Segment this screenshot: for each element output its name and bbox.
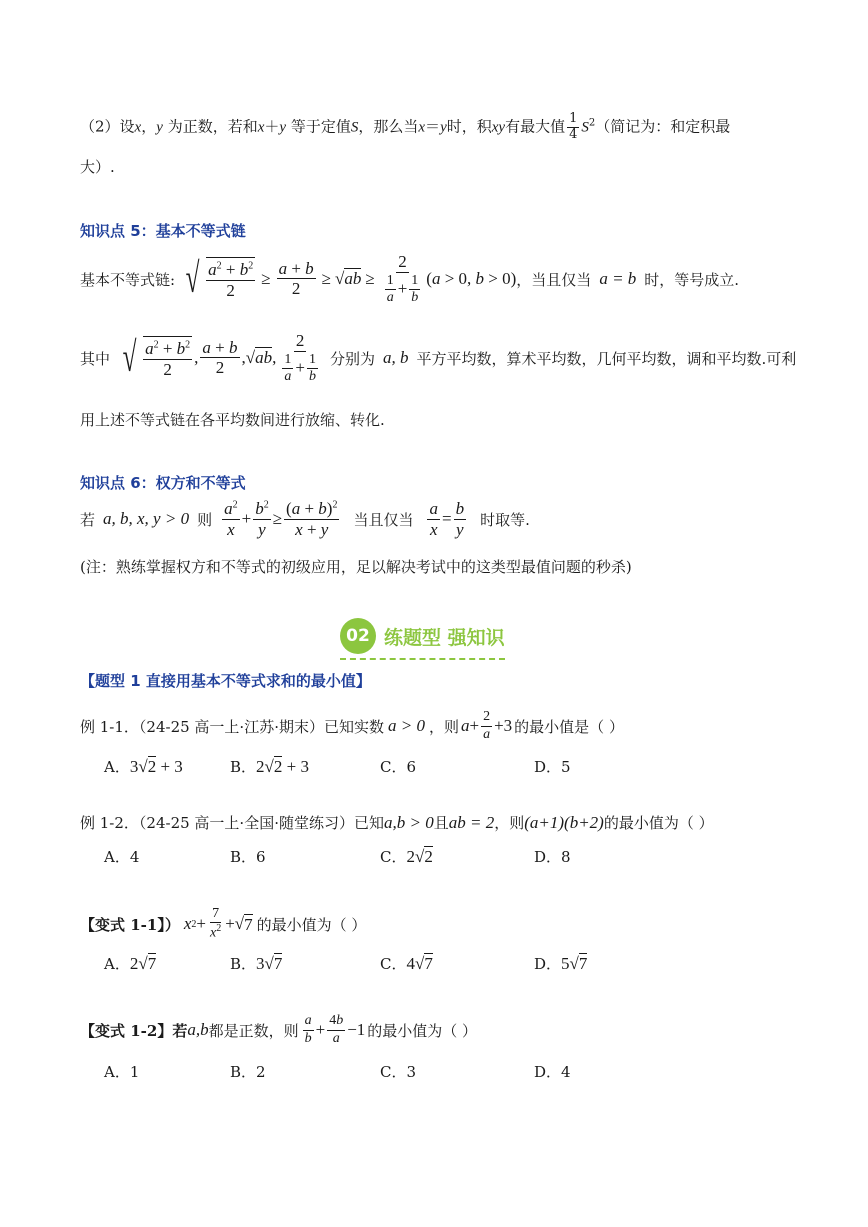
- var1-1-option-d[interactable]: D．5√7: [534, 954, 588, 973]
- kp6-heading: 知识点 6：权方和不等式: [80, 474, 246, 492]
- kp5-line-3: 用上述不等式链在各平均数间进行放缩、转化.: [80, 411, 385, 429]
- var1-2-option-c[interactable]: C．3: [380, 1063, 417, 1081]
- ex1-1-question: 例 1-1．（24-25 高一上·江苏·期末）已知实数 a > 0 ，则 a + $\frac{2}{a}$ +3 的最小值是（ ）: [80, 709, 624, 742]
- var1-1-option-b[interactable]: B．3√7: [230, 954, 283, 973]
- section-title: 练题型 强知识: [384, 626, 505, 649]
- section-banner: [340, 618, 505, 660]
- var1-2-question: 【变式 1-2】若 a,b 都是正数，则 $\frac{a}{b}$ + $\frac{4b}{a}$ −1 的最小值为（ ）: [80, 1013, 478, 1046]
- ex1-2-option-b[interactable]: B．6: [230, 848, 266, 866]
- var1-1-question: 【变式 1-1】） x 2 + $\frac{7}{x^2}$ +√ 7 的最小值为（ ）: [80, 906, 367, 941]
- ex1-2-option-c[interactable]: C．2√2: [380, 847, 433, 866]
- var1-2-option-d[interactable]: D．4: [534, 1063, 571, 1081]
- para-2-line-1: （2）设x，y 为正数，若和x＋y 等于定值S，那么当x＝y时，积xy有最大值 $\frac{1}{4}$ $S^2$（简记为：和定积最: [80, 111, 731, 142]
- ex1-2-option-a[interactable]: A．4: [104, 848, 140, 866]
- var1-2-option-b[interactable]: B．2: [230, 1063, 266, 1081]
- var1-1-option-a[interactable]: A．2√7: [104, 954, 157, 973]
- ex1-1-option-b[interactable]: B．2√2 + 3: [230, 757, 309, 776]
- ex1-1-option-a[interactable]: A．3√2 + 3: [104, 757, 183, 776]
- kp6-line: 若 a, b, x, y > 0 则 $\frac{a^2}{x}$ + $\frac{b^2}{y}$ ≥ $\frac{(a + b)^2}{x + y}$ 当且仅当 $\frac{a}{x}$ = $\frac{b}{y}$ 时取等.: [80, 498, 530, 539]
- para-2-line-2: 大）.: [80, 158, 115, 176]
- ex1-2-question: 例 1-2．（24-25 高一上·全国·随堂练习）已知a,b > 0且ab = 2，则(a+1)(b+2)的最小值为（ ）: [80, 813, 714, 832]
- var1-1-option-c[interactable]: C．4√7: [380, 954, 433, 973]
- type1-heading: 【题型 1 直接用基本不等式求和的最小值】: [80, 672, 371, 690]
- section-badge: 02: [340, 618, 376, 654]
- ex1-1-option-d[interactable]: D．5: [534, 758, 571, 776]
- ex1-1-option-c[interactable]: C．6: [380, 758, 417, 776]
- kp5-line-1: 基本不等式链: √ $\frac{a^2 + b^2}{2}$ ≥ $\frac{a + b}{2}$ ≥ √ab ≥ 2 $\frac{1}{a}$ + $\frac{1}{b}$ (a > 0, b > 0) ，当且仅当 a = b 时，等号成立.: [80, 252, 740, 305]
- kp5-line-2: 其中 √ $\frac{a^2 + b^2}{2}$ , $\frac{a + b}{2}$ , √ab , 2 $\frac{1}{a}$ + $\frac{1}{b}$ 分别为 a, b 平方平均数，算术平均数，几何平均数，调和平均数.可利: [80, 331, 797, 384]
- kp6-note: (注：熟练掌握权方和不等式的初级应用，足以解决考试中的这类型最值问题的秒杀): [80, 558, 632, 576]
- var1-2-option-a[interactable]: A．1: [104, 1063, 140, 1081]
- ex1-2-option-d[interactable]: D．8: [534, 848, 571, 866]
- kp5-heading: 知识点 5：基本不等式链: [80, 222, 246, 240]
